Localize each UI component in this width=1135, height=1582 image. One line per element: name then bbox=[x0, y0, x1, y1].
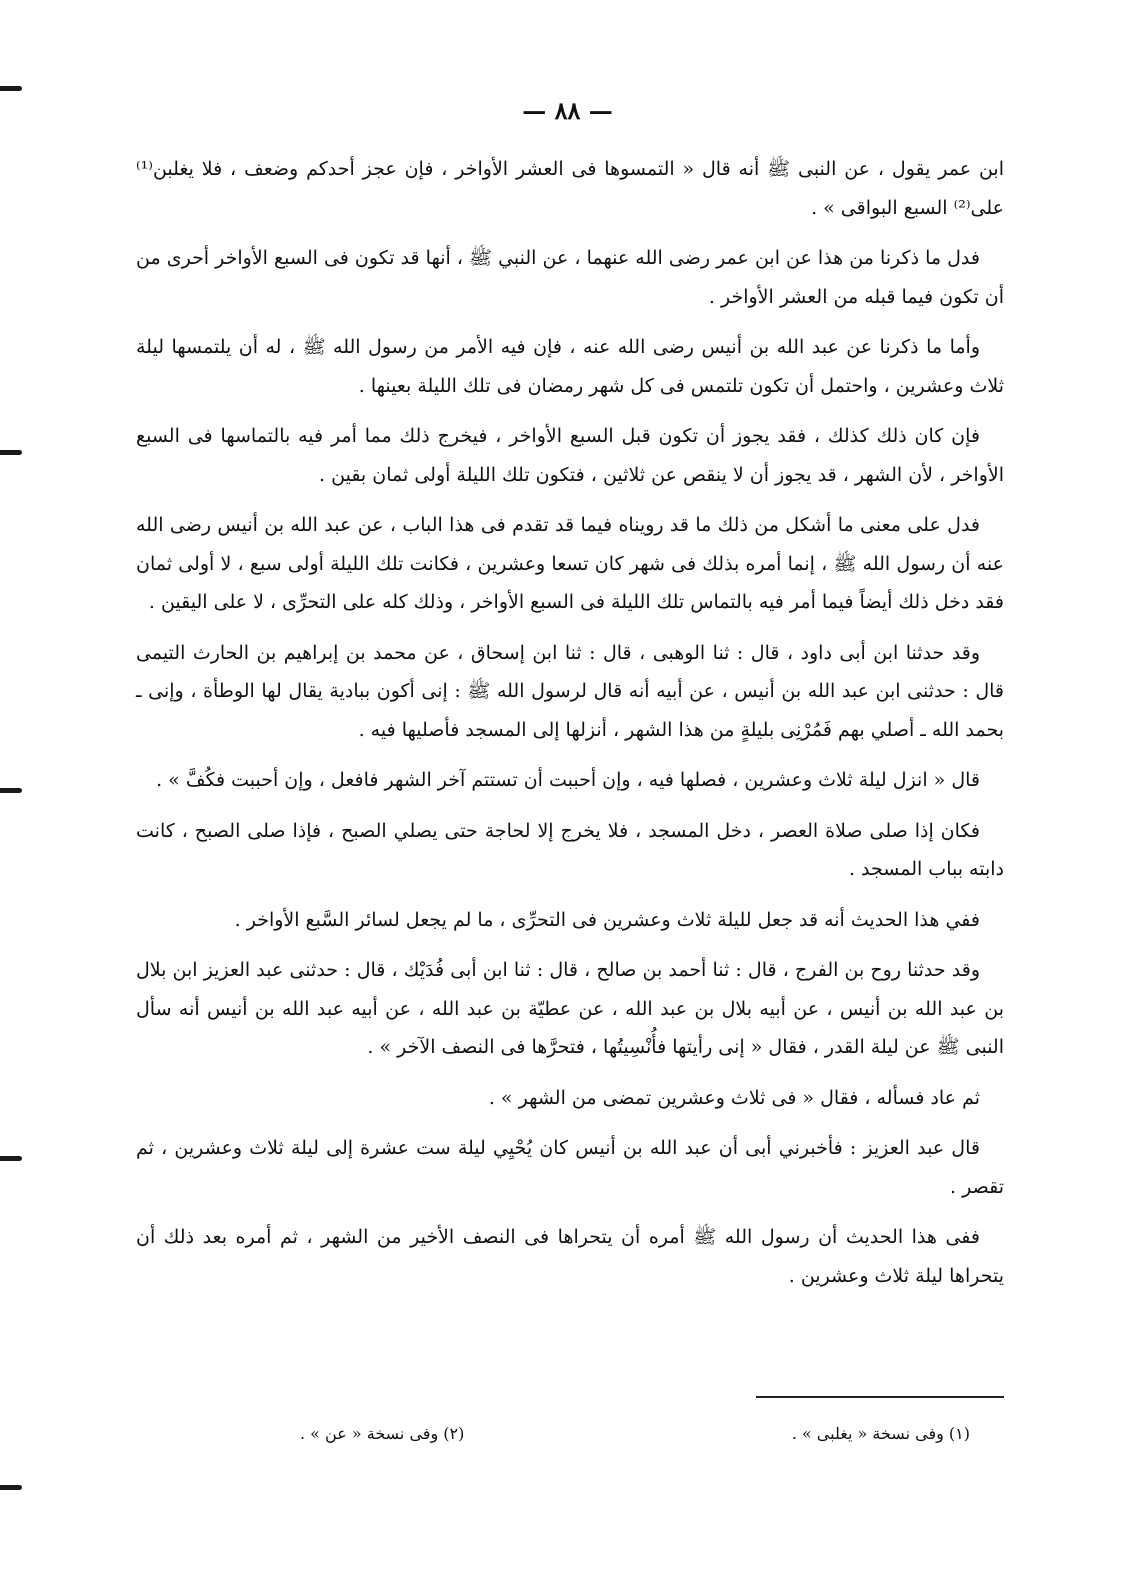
footnotes bbox=[300, 1424, 970, 1443]
scan-margin-mark bbox=[0, 788, 22, 793]
paragraph: وقد حدثنا ابن أبى داود ، قال : ثنا الوهبى ، قال : ثنا ابن إسحاق ، عن محمد بن إبراهيم بن الحارث التيمى قال : حدثنى ابن عبد الله بن أنيس ، عن أبيه أنه قال لرسول الله ﷺ : إنى أكون ببادية يقال لها الوطأة ، وإنى ـ بحمد الله ـ أصلي بهم فَمُرْنِى بليلةٍ من هذا الشهر ، أنزلها إلى المسجد فأصليها فيه . bbox=[136, 641, 1004, 741]
paragraph: فدل ما ذكرنا من هذا عن ابن عمر رضى الله عنهما ، عن النبي ﷺ ، أنها قد تكون فى السبع الأواخر أحرى من أن تكون فيما قبله من العشر الأواخر . bbox=[136, 247, 1004, 308]
paragraph: قال عبد العزيز : فأخبرني أبى أن عبد الله بن أنيس كان يُحْيِي ليلة ست عشرة إلى ليلة ثلاث وعشرين ، ثم تقصر . bbox=[136, 1137, 1004, 1198]
paragraph: فدل على معنى ما أشكل من ذلك ما قد رويناه فيما قد تقدم فى هذا الباب ، عن عبد الله بن أنيس رضى الله عنه أن رسول الله ﷺ ، إنما أمره بذلك فى شهر كان تسعا وعشرين ، فكانت تلك الليلة أولى سبع ، لا أولى ثمان فقد دخل ذلك أيضاً فيما أمر فيه بالتماس تلك الليلة فى السبع الأواخر ، وذلك كله على التحرِّى ، لا على اليقين . bbox=[136, 514, 1004, 613]
paragraph: ابن عمر يقول ، عن النبى ﷺ أنه قال « التمسوها فى العشر الأواخر ، فإن عجز أحدكم وضعف ، فلا يغلبن⁽¹⁾ على⁽²⁾ السبع البواقى » . bbox=[136, 158, 1004, 219]
paragraph: قال « انزل ليلة ثلاث وعشرين ، فصلها فيه ، وإن أحببت أن تستتم آخر الشهر فافعل ، وإن أحببت فكُفَّ » . bbox=[156, 769, 980, 791]
page-number: — ٨٨ — bbox=[522, 96, 613, 125]
scan-margin-mark bbox=[0, 450, 22, 455]
footnote-divider bbox=[756, 1396, 1004, 1398]
paragraph: ثم عاد فسأله ، فقال « فى ثلاث وعشرين تمضى من الشهر » . bbox=[488, 1086, 980, 1109]
main-text bbox=[136, 150, 1004, 1307]
paragraph: ففى هذا الحديث أن رسول الله ﷺ أمره أن يتحراها فى النصف الأخير من الشهر ، ثم أمره بعد ذلك أن يتحراها ليلة ثلاث وعشرين . bbox=[136, 1226, 1004, 1287]
paragraph: وأما ما ذكرنا عن عبد الله بن أنيس رضى الله عنه ، فإن فيه الأمر من رسول الله ﷺ ، له أن يلتمسها ليلة ثلاث وعشرين ، واحتمل أن تكون تلتمس فى كل شهر رمضان فى تلك الليلة بعينها . bbox=[136, 336, 1004, 397]
footnote-1: (١) وفى نسخة « يغلبى » . bbox=[791, 1424, 970, 1443]
paragraph: فإن كان ذلك كذلك ، فقد يجوز أن تكون قبل السبع الأواخر ، فيخرج ذلك مما أمر فيه بالتماسها فى السبع الأواخر ، لأن الشهر ، قد يجوز أن لا ينقص عن ثلاثين ، فتكون تلك الليلة أولى ثمان بقين . bbox=[136, 425, 1004, 486]
paragraph: ففي هذا الحديث أنه قد جعل لليلة ثلاث وعشرين فى التحرِّى ، ما لم يجعل لسائر السَّبع الأواخر . bbox=[234, 908, 980, 931]
footnote-2: (٢) وفى نسخة « عن » . bbox=[300, 1424, 465, 1443]
paragraph: وقد حدثنا روح بن الفرج ، قال : ثنا أحمد بن صالح ، قال : ثنا ابن أبى فُدَيْك ، قال : حدثنى عبد العزيز ابن بلال بن عبد الله بن أنيس ، عن أبيه بلال بن عبد الله ، عن عطيّة بن عبد الله ، عن أبيه عبد الله بن أنيس أنه سأل النبى ﷺ عن ليلة القدر ، فقال « إنى رأيتها فأُنْسِيتُها ، فتحرَّها فى النصف الآخر » . bbox=[136, 959, 1004, 1058]
scan-margin-mark bbox=[0, 86, 22, 91]
scan-margin-mark bbox=[0, 1156, 22, 1161]
scan-margin-mark bbox=[0, 1485, 22, 1490]
paragraph: فكان إذا صلى صلاة العصر ، دخل المسجد ، فلا يخرج إلا لحاجة حتى يصلي الصبح ، فإذا صلى الصبح ، كانت دابته بباب المسجد . bbox=[136, 819, 1004, 880]
